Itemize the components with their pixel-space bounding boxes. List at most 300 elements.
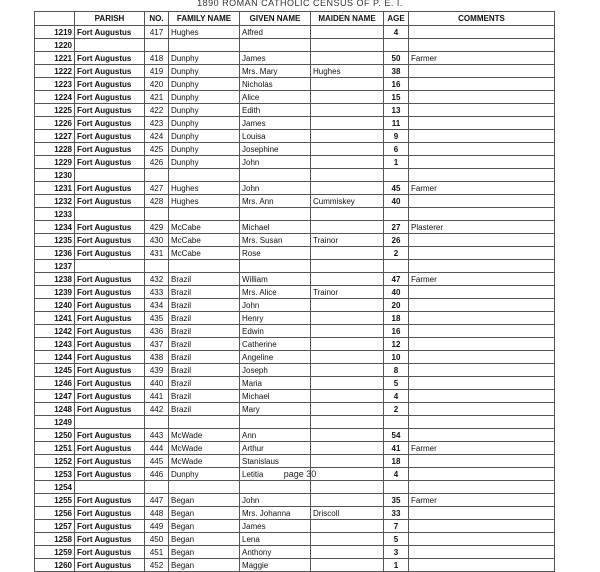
cell-row-number: 1249: [35, 416, 75, 429]
cell-given-name: Letitia: [240, 468, 311, 481]
cell-parish: Fort Augustus: [75, 494, 145, 507]
cell-age: 45: [384, 182, 409, 195]
cell-parish: Fort Augustus: [75, 130, 145, 143]
cell-household-number: 426: [145, 156, 169, 169]
cell-household-number: 423: [145, 117, 169, 130]
cell-parish: Fort Augustus: [75, 143, 145, 156]
cell-household-number: 435: [145, 312, 169, 325]
table-row: [35, 169, 555, 182]
cell-household-number: [145, 260, 169, 273]
cell-household-number: 437: [145, 338, 169, 351]
cell-comments: [409, 325, 555, 338]
cell-row-number: 1256: [35, 507, 75, 520]
cell-given-name: Mrs. Ann: [240, 195, 311, 208]
cell-row-number: 1260: [35, 559, 75, 572]
cell-parish: Fort Augustus: [75, 117, 145, 130]
table-row: [35, 325, 555, 338]
header-row-number: [35, 12, 75, 26]
cell-age: 40: [384, 286, 409, 299]
cell-comments: Plasterer: [409, 221, 555, 234]
table-row: [35, 143, 555, 156]
cell-given-name: Michael: [240, 390, 311, 403]
cell-household-number: 432: [145, 273, 169, 286]
cell-maiden-name: [311, 130, 384, 143]
cell-household-number: 427: [145, 182, 169, 195]
cell-given-name: Mrs. Susan: [240, 234, 311, 247]
cell-age: 3: [384, 546, 409, 559]
cell-household-number: 417: [145, 26, 169, 39]
cell-row-number: 1225: [35, 104, 75, 117]
header-maiden-name: MAIDEN NAME: [311, 12, 384, 26]
cell-comments: Farmer: [409, 494, 555, 507]
cell-maiden-name: [311, 156, 384, 169]
table-row: [35, 182, 555, 195]
cell-parish: Fort Augustus: [75, 91, 145, 104]
table-row: [35, 312, 555, 325]
cell-age: [384, 260, 409, 273]
cell-family-name: Brazil: [169, 312, 240, 325]
cell-comments: [409, 390, 555, 403]
cell-parish: [75, 39, 145, 52]
cell-comments: Farmer: [409, 442, 555, 455]
cell-household-number: 433: [145, 286, 169, 299]
cell-row-number: 1219: [35, 26, 75, 39]
cell-household-number: 451: [145, 546, 169, 559]
document-title: 1890 ROMAN CATHOLIC CENSUS OF P. E. I.: [197, 0, 403, 8]
cell-comments: [409, 78, 555, 91]
cell-row-number: 1235: [35, 234, 75, 247]
cell-household-number: 445: [145, 455, 169, 468]
cell-maiden-name: [311, 455, 384, 468]
cell-maiden-name: [311, 221, 384, 234]
cell-household-number: 443: [145, 429, 169, 442]
cell-maiden-name: Cummiskey: [311, 195, 384, 208]
cell-comments: [409, 286, 555, 299]
cell-parish: Fort Augustus: [75, 325, 145, 338]
cell-age: 16: [384, 325, 409, 338]
cell-maiden-name: [311, 247, 384, 260]
cell-household-number: [145, 416, 169, 429]
cell-maiden-name: [311, 273, 384, 286]
table-row: [35, 364, 555, 377]
cell-given-name: Edith: [240, 104, 311, 117]
cell-family-name: Hughes: [169, 26, 240, 39]
cell-row-number: 1255: [35, 494, 75, 507]
cell-household-number: 438: [145, 351, 169, 364]
cell-parish: Fort Augustus: [75, 247, 145, 260]
census-table-header: [35, 12, 555, 26]
cell-given-name: Stanislaus: [240, 455, 311, 468]
cell-parish: [75, 169, 145, 182]
cell-household-number: 446: [145, 468, 169, 481]
cell-household-number: 448: [145, 507, 169, 520]
header-age: AGE: [384, 12, 409, 26]
cell-parish: Fort Augustus: [75, 507, 145, 520]
cell-parish: Fort Augustus: [75, 533, 145, 546]
cell-row-number: 1223: [35, 78, 75, 91]
cell-given-name: William: [240, 273, 311, 286]
cell-age: [384, 416, 409, 429]
cell-parish: Fort Augustus: [75, 52, 145, 65]
cell-age: 1: [384, 559, 409, 572]
cell-family-name: Brazil: [169, 338, 240, 351]
cell-maiden-name: [311, 208, 384, 221]
cell-given-name: Edwin: [240, 325, 311, 338]
cell-household-number: 431: [145, 247, 169, 260]
cell-household-number: 424: [145, 130, 169, 143]
cell-parish: Fort Augustus: [75, 377, 145, 390]
cell-comments: [409, 104, 555, 117]
cell-row-number: 1259: [35, 546, 75, 559]
cell-family-name: Dunphy: [169, 468, 240, 481]
cell-household-number: 430: [145, 234, 169, 247]
census-table: [34, 11, 555, 572]
cell-household-number: 421: [145, 91, 169, 104]
cell-given-name: James: [240, 520, 311, 533]
cell-family-name: Brazil: [169, 390, 240, 403]
cell-maiden-name: [311, 338, 384, 351]
cell-family-name: Began: [169, 533, 240, 546]
cell-age: 10: [384, 351, 409, 364]
table-row: [35, 546, 555, 559]
cell-parish: Fort Augustus: [75, 351, 145, 364]
cell-parish: Fort Augustus: [75, 78, 145, 91]
cell-parish: Fort Augustus: [75, 390, 145, 403]
cell-given-name: Mrs. Johanna: [240, 507, 311, 520]
cell-household-number: [145, 208, 169, 221]
cell-age: 18: [384, 312, 409, 325]
cell-comments: [409, 208, 555, 221]
cell-age: 38: [384, 65, 409, 78]
cell-family-name: [169, 39, 240, 52]
cell-parish: Fort Augustus: [75, 312, 145, 325]
cell-age: 41: [384, 442, 409, 455]
cell-family-name: Brazil: [169, 299, 240, 312]
cell-age: 7: [384, 520, 409, 533]
cell-maiden-name: [311, 481, 384, 494]
header-no: NO.: [145, 12, 169, 26]
table-row: [35, 130, 555, 143]
cell-family-name: Began: [169, 507, 240, 520]
cell-comments: [409, 156, 555, 169]
cell-household-number: [145, 481, 169, 494]
cell-given-name: [240, 169, 311, 182]
cell-age: 54: [384, 429, 409, 442]
table-row: [35, 78, 555, 91]
cell-given-name: [240, 208, 311, 221]
cell-household-number: [145, 39, 169, 52]
cell-row-number: 1227: [35, 130, 75, 143]
cell-maiden-name: [311, 429, 384, 442]
cell-row-number: 1233: [35, 208, 75, 221]
cell-family-name: [169, 481, 240, 494]
cell-row-number: 1222: [35, 65, 75, 78]
cell-comments: [409, 312, 555, 325]
table-row: [35, 403, 555, 416]
cell-household-number: 422: [145, 104, 169, 117]
cell-maiden-name: [311, 260, 384, 273]
cell-maiden-name: [311, 78, 384, 91]
page-number: page 30: [283, 469, 317, 479]
header-parish: PARISH: [75, 12, 145, 26]
cell-age: 35: [384, 494, 409, 507]
cell-given-name: Louisa: [240, 130, 311, 143]
cell-parish: Fort Augustus: [75, 26, 145, 39]
cell-given-name: Nicholas: [240, 78, 311, 91]
cell-family-name: Brazil: [169, 273, 240, 286]
cell-row-number: 1221: [35, 52, 75, 65]
cell-row-number: 1237: [35, 260, 75, 273]
table-row: [35, 377, 555, 390]
cell-row-number: 1232: [35, 195, 75, 208]
cell-family-name: Dunphy: [169, 156, 240, 169]
cell-parish: [75, 260, 145, 273]
cell-age: 40: [384, 195, 409, 208]
cell-given-name: [240, 416, 311, 429]
cell-age: 27: [384, 221, 409, 234]
cell-given-name: James: [240, 52, 311, 65]
cell-row-number: 1247: [35, 390, 75, 403]
cell-row-number: 1246: [35, 377, 75, 390]
table-row: [35, 273, 555, 286]
cell-family-name: McCabe: [169, 221, 240, 234]
cell-row-number: 1229: [35, 156, 75, 169]
cell-parish: Fort Augustus: [75, 182, 145, 195]
cell-row-number: 1239: [35, 286, 75, 299]
cell-parish: Fort Augustus: [75, 520, 145, 533]
cell-row-number: 1252: [35, 455, 75, 468]
cell-given-name: Mrs. Mary: [240, 65, 311, 78]
cell-family-name: Brazil: [169, 351, 240, 364]
cell-given-name: Rose: [240, 247, 311, 260]
cell-row-number: 1257: [35, 520, 75, 533]
cell-household-number: [145, 169, 169, 182]
cell-comments: [409, 260, 555, 273]
cell-family-name: Dunphy: [169, 143, 240, 156]
table-row: [35, 390, 555, 403]
table-row: [35, 429, 555, 442]
table-row: [35, 286, 555, 299]
cell-parish: Fort Augustus: [75, 104, 145, 117]
cell-row-number: 1226: [35, 117, 75, 130]
cell-household-number: 419: [145, 65, 169, 78]
cell-age: [384, 481, 409, 494]
cell-row-number: 1236: [35, 247, 75, 260]
cell-maiden-name: Trainor: [311, 286, 384, 299]
cell-maiden-name: [311, 377, 384, 390]
cell-maiden-name: [311, 143, 384, 156]
cell-comments: [409, 130, 555, 143]
table-row: [35, 533, 555, 546]
cell-family-name: Began: [169, 520, 240, 533]
cell-given-name: John: [240, 299, 311, 312]
cell-row-number: 1234: [35, 221, 75, 234]
cell-age: 18: [384, 455, 409, 468]
cell-comments: [409, 364, 555, 377]
cell-family-name: [169, 169, 240, 182]
cell-row-number: 1220: [35, 39, 75, 52]
cell-family-name: Began: [169, 546, 240, 559]
table-row: [35, 299, 555, 312]
cell-comments: [409, 195, 555, 208]
cell-household-number: 418: [145, 52, 169, 65]
cell-given-name: Michael: [240, 221, 311, 234]
cell-comments: [409, 234, 555, 247]
cell-given-name: Arthur: [240, 442, 311, 455]
cell-parish: Fort Augustus: [75, 455, 145, 468]
cell-maiden-name: [311, 39, 384, 52]
table-row: [35, 221, 555, 234]
cell-comments: [409, 377, 555, 390]
cell-comments: [409, 169, 555, 182]
cell-parish: Fort Augustus: [75, 221, 145, 234]
header-given-name: GIVEN NAME: [240, 12, 311, 26]
cell-family-name: McWade: [169, 429, 240, 442]
cell-age: 1: [384, 156, 409, 169]
cell-household-number: 434: [145, 299, 169, 312]
cell-given-name: Mrs. Alice: [240, 286, 311, 299]
cell-comments: [409, 416, 555, 429]
cell-family-name: [169, 208, 240, 221]
cell-family-name: Hughes: [169, 182, 240, 195]
cell-comments: [409, 559, 555, 572]
cell-parish: Fort Augustus: [75, 273, 145, 286]
cell-maiden-name: [311, 169, 384, 182]
cell-family-name: Dunphy: [169, 91, 240, 104]
cell-row-number: 1230: [35, 169, 75, 182]
cell-age: [384, 208, 409, 221]
cell-age: 15: [384, 91, 409, 104]
cell-comments: [409, 429, 555, 442]
cell-family-name: McCabe: [169, 247, 240, 260]
cell-row-number: 1248: [35, 403, 75, 416]
table-row: [35, 481, 555, 494]
cell-given-name: [240, 39, 311, 52]
table-row: [35, 494, 555, 507]
cell-comments: [409, 26, 555, 39]
cell-parish: Fort Augustus: [75, 299, 145, 312]
cell-row-number: 1242: [35, 325, 75, 338]
cell-given-name: Mary: [240, 403, 311, 416]
cell-parish: [75, 416, 145, 429]
cell-given-name: Josephine: [240, 143, 311, 156]
cell-family-name: McCabe: [169, 234, 240, 247]
cell-maiden-name: [311, 520, 384, 533]
cell-given-name: John: [240, 156, 311, 169]
cell-row-number: 1251: [35, 442, 75, 455]
table-row: [35, 104, 555, 117]
cell-comments: [409, 520, 555, 533]
cell-given-name: Alfred: [240, 26, 311, 39]
cell-age: 9: [384, 130, 409, 143]
cell-age: 2: [384, 247, 409, 260]
cell-parish: Fort Augustus: [75, 468, 145, 481]
cell-maiden-name: [311, 364, 384, 377]
cell-comments: [409, 299, 555, 312]
cell-household-number: 425: [145, 143, 169, 156]
cell-family-name: Began: [169, 494, 240, 507]
cell-given-name: Alice: [240, 91, 311, 104]
cell-comments: Farmer: [409, 273, 555, 286]
cell-given-name: [240, 481, 311, 494]
header-comments: COMMENTS: [409, 12, 555, 26]
cell-age: 50: [384, 52, 409, 65]
cell-row-number: 1240: [35, 299, 75, 312]
cell-household-number: 436: [145, 325, 169, 338]
cell-family-name: McWade: [169, 455, 240, 468]
cell-household-number: 447: [145, 494, 169, 507]
cell-family-name: Dunphy: [169, 104, 240, 117]
cell-maiden-name: [311, 325, 384, 338]
table-row: [35, 338, 555, 351]
cell-family-name: Dunphy: [169, 130, 240, 143]
cell-given-name: James: [240, 117, 311, 130]
cell-age: 13: [384, 104, 409, 117]
cell-age: 47: [384, 273, 409, 286]
cell-parish: Fort Augustus: [75, 65, 145, 78]
cell-parish: Fort Augustus: [75, 559, 145, 572]
cell-maiden-name: [311, 182, 384, 195]
cell-family-name: McWade: [169, 442, 240, 455]
cell-family-name: [169, 416, 240, 429]
table-row: [35, 559, 555, 572]
cell-family-name: Dunphy: [169, 117, 240, 130]
cell-maiden-name: [311, 52, 384, 65]
table-row: [35, 39, 555, 52]
cell-family-name: Dunphy: [169, 52, 240, 65]
cell-comments: [409, 338, 555, 351]
cell-age: 11: [384, 117, 409, 130]
table-row: [35, 156, 555, 169]
cell-age: 20: [384, 299, 409, 312]
cell-row-number: 1250: [35, 429, 75, 442]
cell-row-number: 1241: [35, 312, 75, 325]
table-row: [35, 234, 555, 247]
cell-household-number: 442: [145, 403, 169, 416]
cell-maiden-name: [311, 403, 384, 416]
cell-household-number: 441: [145, 390, 169, 403]
cell-parish: [75, 481, 145, 494]
cell-comments: [409, 91, 555, 104]
table-row: [35, 195, 555, 208]
table-row: [35, 65, 555, 78]
cell-age: 4: [384, 468, 409, 481]
cell-household-number: 444: [145, 442, 169, 455]
cell-comments: [409, 39, 555, 52]
cell-maiden-name: [311, 390, 384, 403]
table-row: [35, 117, 555, 130]
cell-given-name: Catherine: [240, 338, 311, 351]
table-row: [35, 507, 555, 520]
cell-row-number: 1238: [35, 273, 75, 286]
cell-maiden-name: [311, 104, 384, 117]
cell-comments: [409, 546, 555, 559]
cell-age: 12: [384, 338, 409, 351]
table-row: [35, 520, 555, 533]
cell-family-name: Brazil: [169, 377, 240, 390]
cell-age: 5: [384, 377, 409, 390]
cell-household-number: 439: [145, 364, 169, 377]
table-row: [35, 91, 555, 104]
cell-family-name: Brazil: [169, 325, 240, 338]
cell-household-number: 428: [145, 195, 169, 208]
cell-age: [384, 169, 409, 182]
cell-given-name: Anthony: [240, 546, 311, 559]
cell-maiden-name: Trainor: [311, 234, 384, 247]
cell-row-number: 1224: [35, 91, 75, 104]
cell-family-name: Dunphy: [169, 78, 240, 91]
cell-maiden-name: [311, 416, 384, 429]
